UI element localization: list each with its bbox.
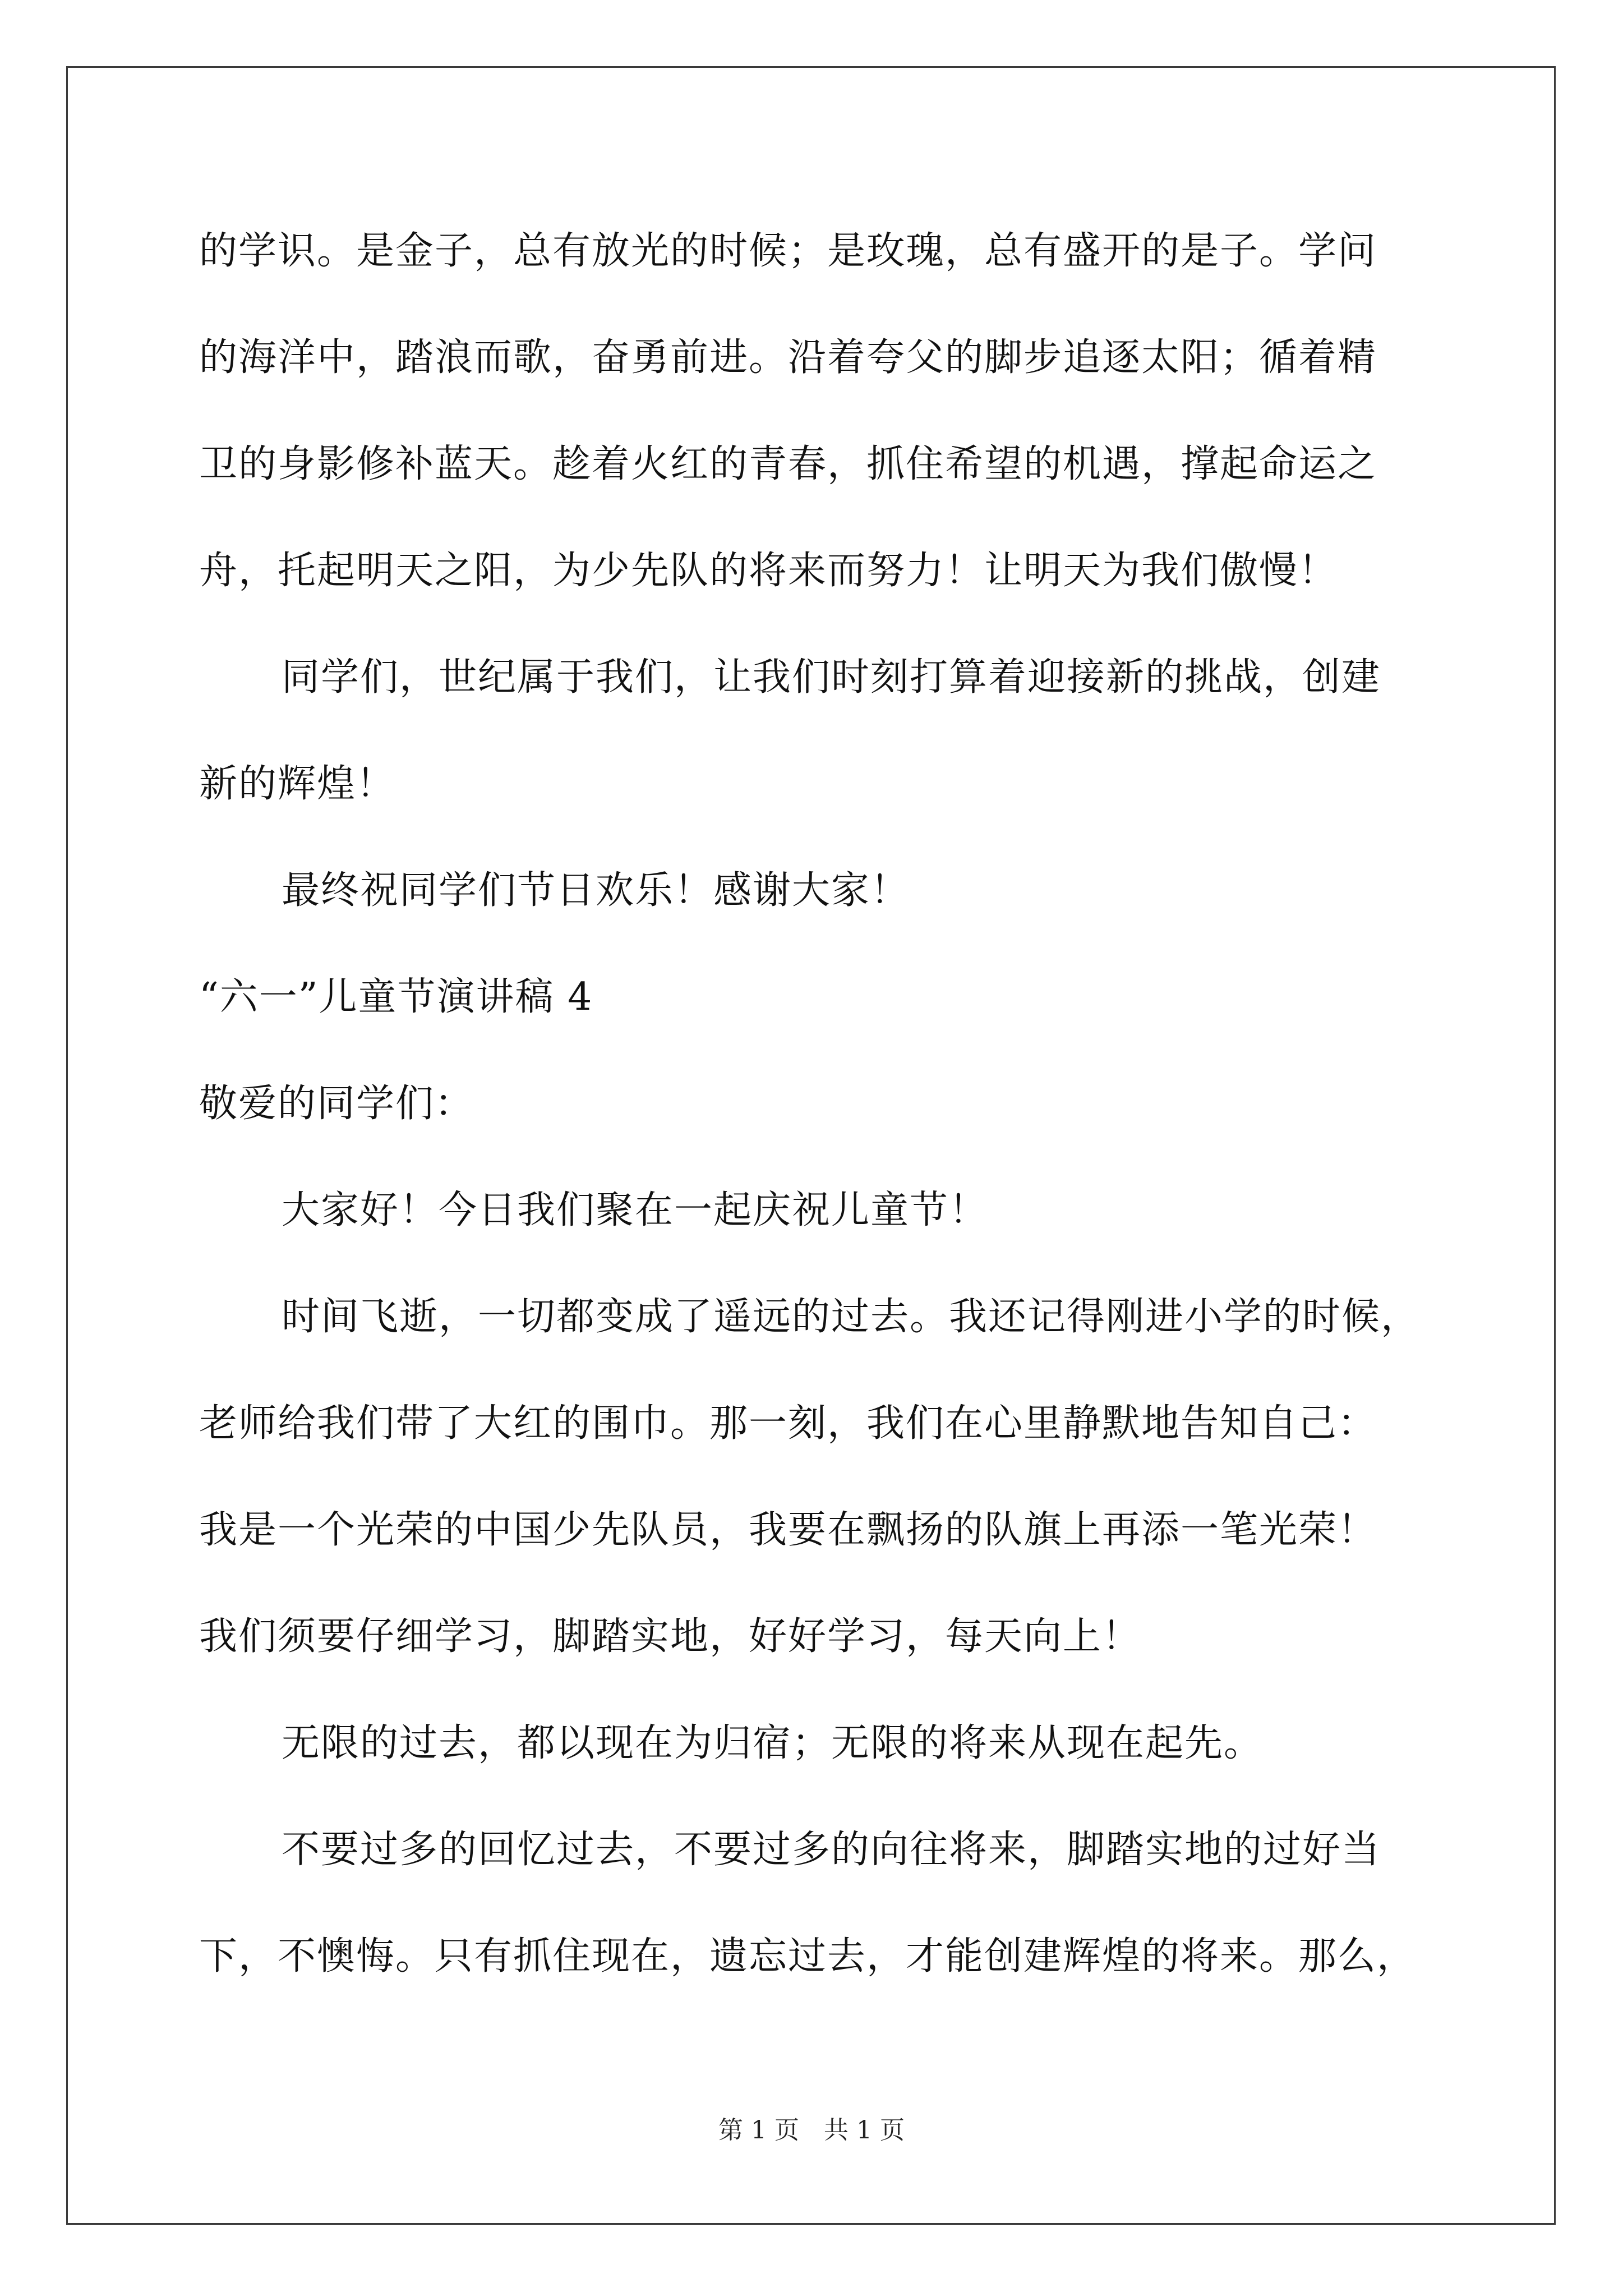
- text-line: 我们须要仔细学习，脚踏实地，好好学习，每天向上！: [199, 1614, 1142, 1659]
- salutation: 敬爱的同学们：: [199, 1082, 474, 1126]
- text-line: 不要过多的回忆过去，不要过多的向往将来，脚踏实地的过好当: [282, 1828, 1381, 1872]
- text-line: 新的辉煌！: [199, 762, 396, 806]
- page-border: [66, 66, 1556, 2225]
- text-line: 的学识。是金子，总有放光的时候；是玫瑰，总有盛开的是子。学问: [199, 229, 1377, 273]
- text-line: 老师给我们带了大红的围巾。那一刻，我们在心里静默地告知自己：: [199, 1401, 1377, 1446]
- section-heading: “六一”儿童节演讲稿 4: [199, 975, 593, 1019]
- text-line: 舟，托起明天之阳，为少先队的将来而努力！让明天为我们傲慢！: [199, 549, 1338, 593]
- text-line: 时间飞逝，一切都变成了遥远的过去。我还记得刚进小学的时候，: [282, 1295, 1421, 1339]
- text-line: 下，不懊悔。只有抓住现在，遗忘过去，才能创建辉煌的将来。那么，: [199, 1934, 1417, 1978]
- text-line: 我是一个光荣的中国少先队员，我要在飘扬的队旗上再添一笔光荣！: [199, 1508, 1377, 1552]
- text-line: 的海洋中，踏浪而歌，奋勇前进。沿着夸父的脚步追逐太阳；循着精: [199, 335, 1377, 380]
- text-line: 大家好！今日我们聚在一起庆祝儿童节！: [282, 1188, 989, 1232]
- text-line: 卫的身影修补蓝天。趁着火红的青春，抓住希望的机遇，撑起命运之: [199, 442, 1377, 486]
- text-line: 同学们，世纪属于我们，让我们时刻打算着迎接新的挑战，创建: [282, 655, 1381, 700]
- text-line: 无限的过去，都以现在为归宿；无限的将来从现在起先。: [282, 1721, 1264, 1765]
- text-line: 最终祝同学们节日欢乐！感谢大家！: [282, 868, 910, 913]
- page-footer: 第 1 页 共 1 页: [718, 2116, 905, 2145]
